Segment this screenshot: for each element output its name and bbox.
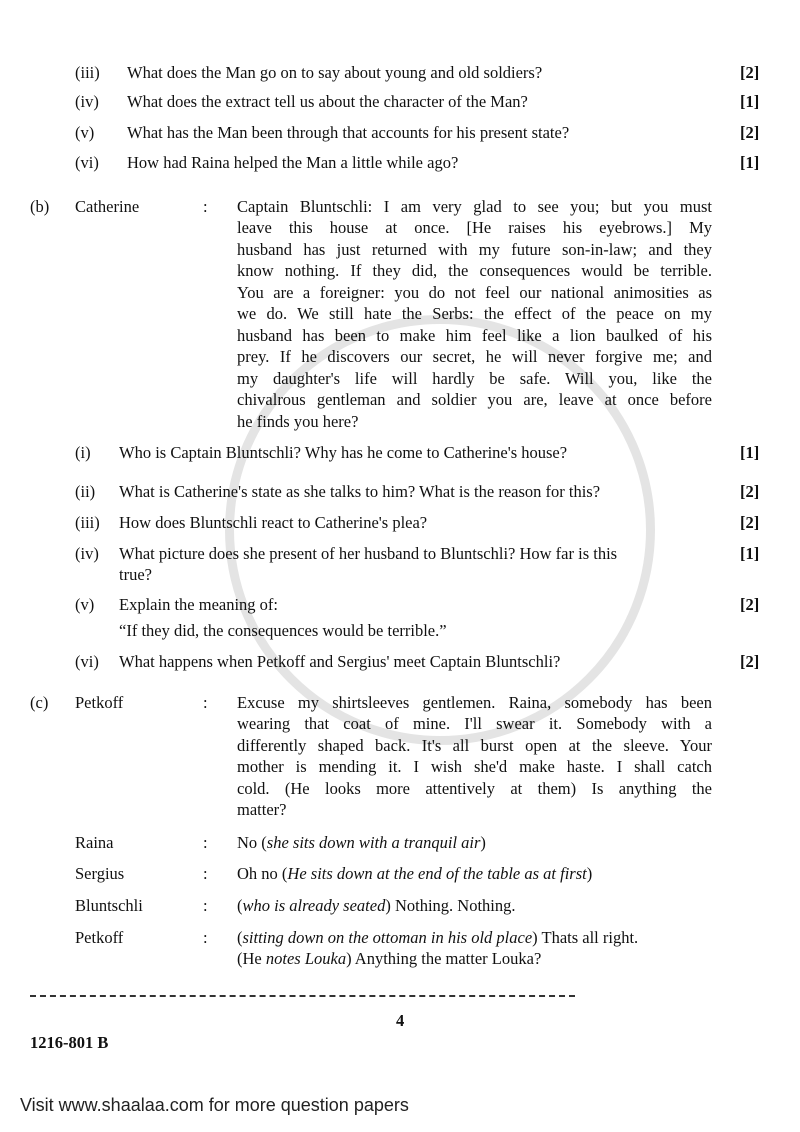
question-number: (iv)	[75, 92, 99, 111]
extract-line: he finds you here?	[237, 412, 359, 431]
question-marks: [1]	[740, 153, 760, 172]
dialogue-text: )	[586, 864, 593, 883]
dialogue-text: ) Thats all right.	[532, 928, 639, 947]
question-number: (i)	[75, 443, 91, 462]
section-label: (b)	[30, 197, 50, 216]
dialogue-line	[237, 896, 516, 916]
speaker-name: Petkoff	[75, 693, 124, 712]
question-marks: [2]	[740, 652, 760, 671]
speaker-name: Petkoff	[75, 928, 124, 947]
extract-line: mother is mending it. I wish she'd make haste. I shall catch	[237, 757, 712, 776]
question-marks: [2]	[740, 123, 760, 142]
question-marks: [1]	[740, 443, 760, 462]
footer-link-text: Visit www.shaalaa.com for more question papers	[20, 1095, 409, 1115]
question-number: (iii)	[75, 513, 100, 532]
question-text: How does Bluntschli react to Catherine's plea?	[119, 513, 428, 532]
dialogue-text: (He	[237, 949, 266, 968]
dialogue-text: )	[480, 833, 486, 852]
stage-direction: sitting down on the ottoman in his old place	[242, 928, 533, 947]
extract-line: chivalrous gentleman and soldier you are, leave at once before	[237, 390, 712, 409]
extract-line: Excuse my shirtsleeves gentlemen. Raina, somebody has been	[237, 693, 712, 712]
question-marks: [2]	[740, 513, 760, 532]
question-number: (iii)	[75, 63, 100, 82]
dialogue-line	[237, 949, 541, 969]
stage-direction: He sits down at the end of the table as at first	[287, 864, 587, 883]
question-number: (vi)	[75, 652, 99, 671]
speaker-colon: :	[203, 928, 208, 947]
speaker-name: Sergius	[75, 864, 125, 883]
question-text: What does the Man go on to say about young and old soldiers?	[127, 63, 543, 82]
question-marks: [1]	[740, 92, 760, 111]
extract-line: husband has just returned with my future son-in-law; and they	[237, 240, 712, 259]
extract-line: leave this house at once. [He raises his eyebrows.] My	[237, 218, 712, 237]
speaker-colon: :	[203, 896, 208, 915]
section-label: (c)	[30, 693, 49, 712]
question-number: (v)	[75, 595, 95, 614]
speaker-name: Raina	[75, 833, 114, 852]
question-marks: [2]	[740, 482, 760, 501]
speaker-colon: :	[203, 197, 208, 216]
extract-line: differently shaped back. It's all burst open at the sleeve. Your	[237, 736, 712, 755]
extract-line: husband has been to make him feel like a lion baulked of his	[237, 326, 712, 345]
question-number: (v)	[75, 123, 95, 142]
question-text: What does the extract tell us about the character of the Man?	[127, 92, 528, 111]
stage-direction: notes Louka	[265, 949, 347, 968]
extract-line: Captain Bluntschli: I am very glad to see you; but you must	[237, 197, 712, 216]
dialogue-line	[237, 864, 592, 884]
question-number: (ii)	[75, 482, 96, 501]
speaker-colon: :	[203, 864, 208, 883]
question-text: Explain the meaning of:	[119, 595, 278, 614]
dialogue-line	[237, 928, 638, 948]
extract-line: You are a foreigner: you do not feel our national animosities as	[237, 283, 712, 302]
question-text: How had Raina helped the Man a little while ago?	[127, 153, 459, 172]
question-text: What is Catherine's state as she talks to him? What is the reason for this?	[119, 482, 601, 501]
question-marks: [2]	[740, 63, 760, 82]
extract-line: we do. We still hate the Serbs: the effect of the peace on my	[237, 304, 712, 323]
dialogue-line	[237, 833, 486, 853]
question-text: What has the Man been through that accounts for his present state?	[127, 123, 570, 142]
stage-direction: she sits down with a tranquil air	[266, 833, 481, 852]
page-number: 4	[396, 1011, 405, 1030]
speaker-colon: :	[203, 833, 208, 852]
separator-line	[30, 995, 575, 997]
extract-line: cold. (He looks more attentively at them) Is anything the	[237, 779, 712, 798]
dialogue-text: (	[237, 896, 243, 915]
dialogue-text: (	[237, 928, 243, 947]
quoted-line: “If they did, the consequences would be terrible.”	[119, 621, 447, 640]
dialogue-text: No (	[237, 833, 267, 852]
extract-line: prey. If he discovers our secret, he will never forgive me; and	[237, 347, 712, 366]
question-marks: [2]	[740, 595, 760, 614]
stage-direction: who is already seated	[242, 896, 386, 915]
dialogue-text: ) Nothing. Nothing.	[385, 896, 516, 915]
dialogue-text: Oh no (	[237, 864, 288, 883]
extract-line: my daughter's life will hardly be safe. Will you, like the	[237, 369, 712, 388]
extract-line: know nothing. If they did, the consequences would be terrible.	[237, 261, 712, 280]
extract-line: wearing that coat of mine. I'll swear it. Somebody with a	[237, 714, 712, 733]
paper-code: 1216-801 B	[30, 1033, 109, 1052]
question-number: (vi)	[75, 153, 99, 172]
question-text: What happens when Petkoff and Sergius' meet Captain Bluntschli?	[119, 652, 561, 671]
speaker-colon: :	[203, 693, 208, 712]
dialogue-text: ) Anything the matter Louka?	[346, 949, 542, 968]
question-text: What picture does she present of her husband to Bluntschli? How far is this	[119, 544, 618, 563]
extract-line: matter?	[237, 800, 287, 819]
speaker-name: Bluntschli	[75, 896, 143, 915]
question-number: (iv)	[75, 544, 99, 563]
speaker-name: Catherine	[75, 197, 140, 216]
question-text-cont: true?	[119, 565, 152, 584]
question-text: Who is Captain Bluntschli? Why has he come to Catherine's house?	[119, 443, 568, 462]
question-marks: [1]	[740, 544, 760, 563]
